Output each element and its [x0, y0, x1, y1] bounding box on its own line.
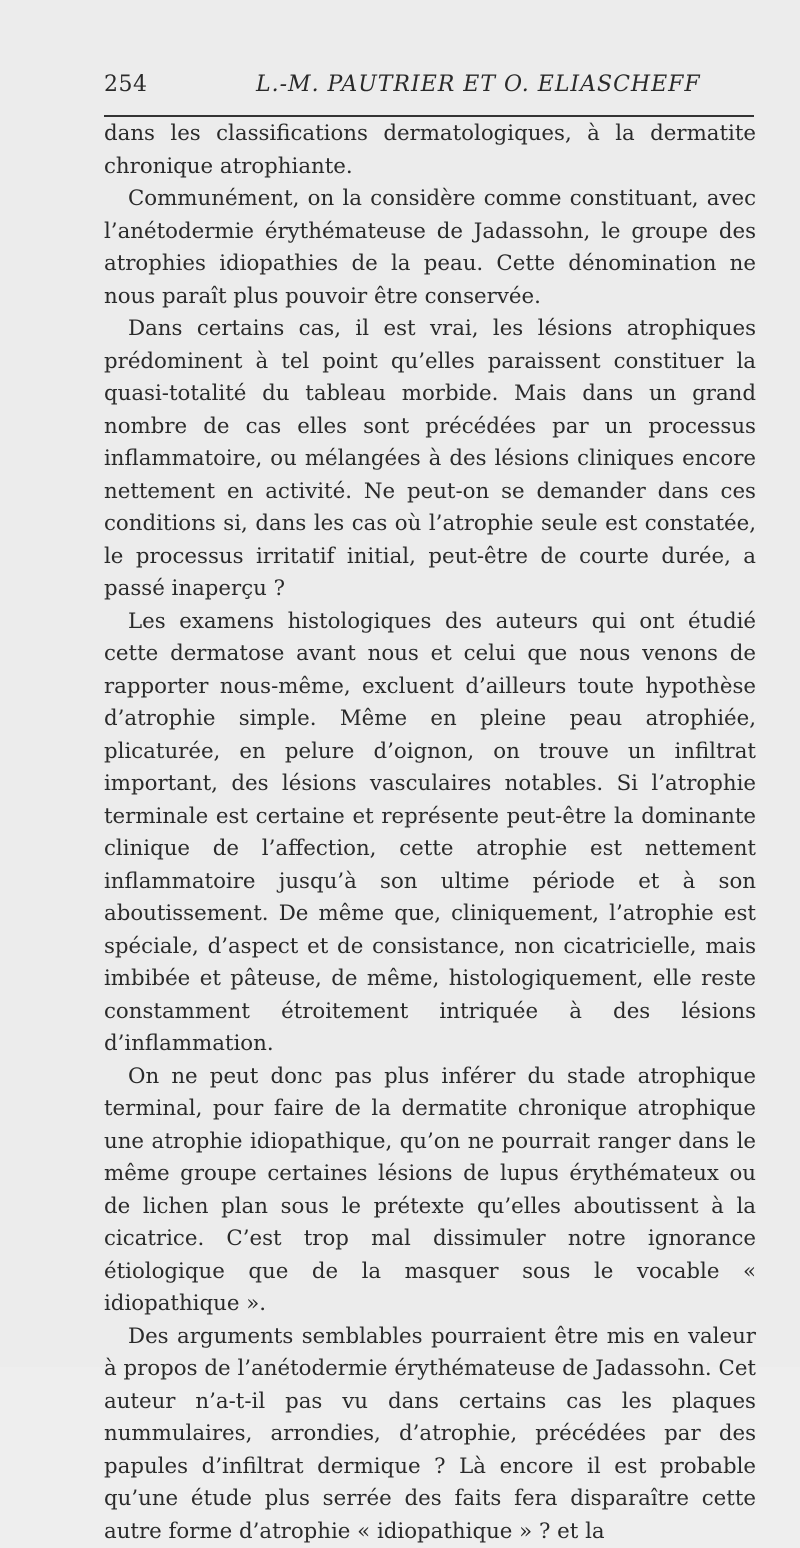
paragraph: Des arguments semblables pourraient être mis en valeur à propos de l’anétodermie érythémateuse de Jadassohn. Cet auteur n’a-t-il pas vu dans certains cas les plaques nummulaires, arrondies, d’atrophie, précédées par des papules d’infiltrat dermique ? Là encore il est probable qu’une étude plus serrée des faits fera disparaître cette autre forme d’atrophie « idiopathique » ? et la: [104, 1321, 756, 1548]
running-head: L.-M. PAUTRIER ET O. ELIASCHEFF: [256, 72, 701, 97]
page-header: [104, 68, 754, 108]
body-text: [104, 118, 756, 1548]
paragraph: dans les classifications dermatologiques, à la dermatite chronique atrophiante.: [104, 118, 756, 183]
paragraph: Dans certains cas, il est vrai, les lésions atrophiques prédominent à tel point qu’elles paraissent constituer la quasi-totalité du tableau morbide. Mais dans un grand nombre de cas elles sont précédées par un processus inflammatoire, ou mélangées à des lésions cliniques encore nettement en activité. Ne peut-on se demander dans ces conditions si, dans les cas où l’atrophie seule est constatée, le processus irritatif initial, peut-être de courte durée, a passé inaperçu ?: [104, 313, 756, 606]
paragraph: Communément, on la considère comme constituant, avec l’anétodermie érythémateuse de Jadassohn, le groupe des atrophies idiopathies de la peau. Cette dénomination ne nous paraît plus pouvoir être conservée.: [104, 183, 756, 313]
header-rule: [104, 115, 754, 117]
paragraph: On ne peut donc pas plus inférer du stade atrophique terminal, pour faire de la dermatite chronique atrophique une atrophie idiopathique, qu’on ne pourrait ranger dans le même groupe certaines lésions de lupus érythémateux ou de lichen plan sous le prétexte qu’elles aboutissent à la cicatrice. C’est trop mal dissimuler notre ignorance étiologique que de la masquer sous le vocable « idiopathique ».: [104, 1061, 756, 1321]
page-number: 254: [104, 72, 148, 97]
paragraph: Les examens histologiques des auteurs qui ont étudié cette dermatose avant nous et celui que nous venons de rapporter nous-même, excluent d’ailleurs toute hypothèse d’atrophie simple. Même en pleine peau atrophiée, plicaturée, en pelure d’oignon, on trouve un infiltrat important, des lésions vasculaires notables. Si l’atrophie terminale est certaine et représente peut-être la dominante clinique de l’affection, cette atrophie est nettement inflammatoire jusqu’à son ultime période et à son aboutissement. De même que, cliniquement, l’atrophie est spéciale, d’aspect et de consistance, non cicatricielle, mais imbibée et pâteuse, de même, histologiquement, elle reste constamment étroitement intriquée à des lésions d’inflammation.: [104, 606, 756, 1061]
